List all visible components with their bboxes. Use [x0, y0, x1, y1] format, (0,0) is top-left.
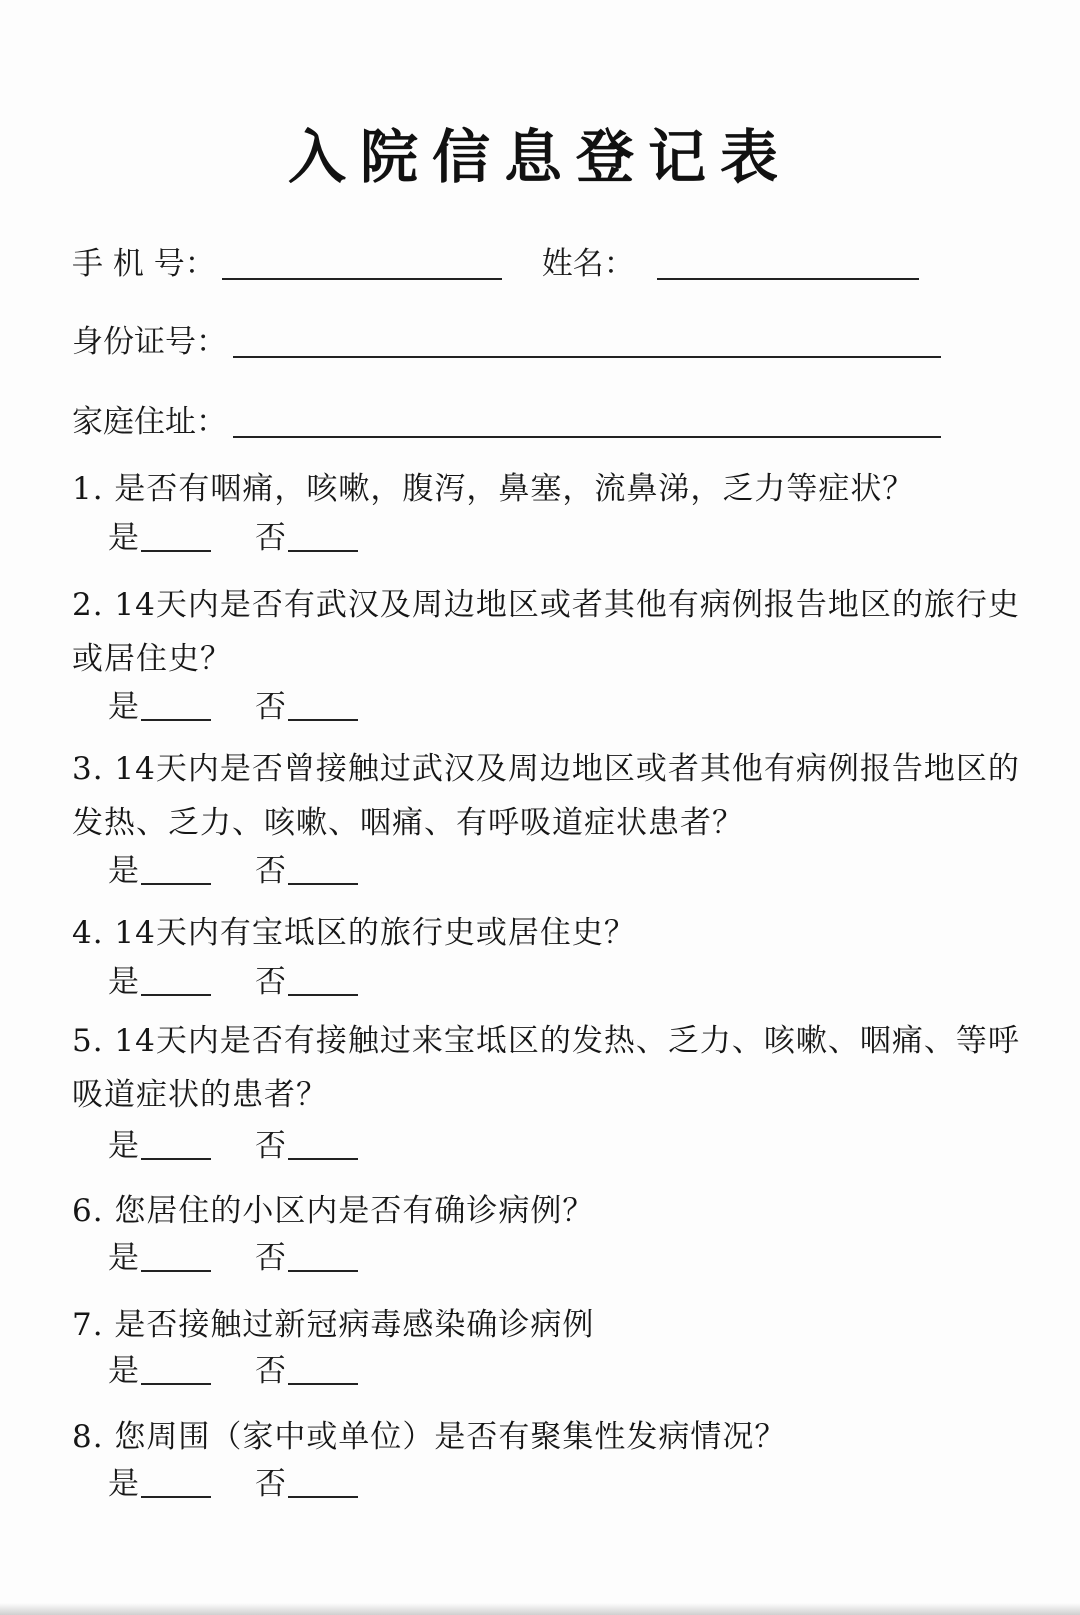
- yes-label: 是: [108, 1466, 139, 1502]
- yes-blank[interactable]: [141, 1383, 211, 1385]
- no-label: 否: [255, 1128, 286, 1164]
- yes-option-7[interactable]: [108, 1351, 211, 1391]
- yes-option-1[interactable]: [108, 518, 211, 558]
- yes-label: 是: [108, 853, 139, 889]
- no-option-3[interactable]: [255, 851, 358, 891]
- yes-label: 是: [108, 689, 139, 725]
- no-blank[interactable]: [288, 1383, 358, 1385]
- answer-row-5: [108, 1116, 358, 1166]
- no-option-7[interactable]: [255, 1351, 358, 1391]
- yes-label: 是: [108, 1128, 139, 1164]
- question-7: 7. 是否接触过新冠病毒感染确诊病例: [72, 1307, 595, 1343]
- name-label: 姓名：: [541, 246, 635, 282]
- no-blank[interactable]: [288, 719, 358, 721]
- question-2: 2. 14天内是否有武汉及周边地区或者其他有病例报告地区的旅行史或居住史？: [72, 587, 1020, 677]
- yes-blank[interactable]: [141, 550, 211, 552]
- answer-row-7: [108, 1341, 358, 1391]
- question-5: 5. 14天内是否有接触过来宝坻区的发热、乏力、咳嗽、咽痛、等呼吸道症状的患者？: [72, 1023, 1020, 1113]
- yes-option-4[interactable]: [108, 962, 211, 1002]
- paper-bottom-edge: [0, 1603, 1080, 1615]
- address-field[interactable]: [233, 406, 941, 438]
- no-label: 否: [255, 1466, 286, 1502]
- phone-field[interactable]: [222, 248, 502, 280]
- yes-label: 是: [108, 520, 139, 556]
- yes-blank[interactable]: [141, 1158, 211, 1160]
- no-option-5[interactable]: [255, 1126, 358, 1166]
- yes-option-8[interactable]: [108, 1464, 211, 1504]
- no-label: 否: [255, 689, 286, 725]
- yes-blank[interactable]: [141, 1496, 211, 1498]
- yes-label: 是: [108, 964, 139, 1000]
- no-label: 否: [255, 964, 286, 1000]
- address-label: 家庭住址：: [72, 404, 227, 440]
- page-title: 入院信息登记表: [287, 123, 792, 191]
- answer-row-2: [108, 677, 358, 727]
- answer-row-8: [108, 1454, 358, 1504]
- no-option-4[interactable]: [255, 962, 358, 1002]
- no-label: 否: [255, 1353, 286, 1389]
- name-field[interactable]: [657, 248, 919, 280]
- question-4: 4. 14天内有宝坻区的旅行史或居住史？: [72, 915, 636, 951]
- yes-option-2[interactable]: [108, 687, 211, 727]
- yes-blank[interactable]: [141, 1270, 211, 1272]
- answer-row-3: [108, 841, 358, 891]
- id-label: 身份证号：: [72, 324, 227, 360]
- yes-option-5[interactable]: [108, 1126, 211, 1166]
- yes-option-3[interactable]: [108, 851, 211, 891]
- id-number-field[interactable]: [233, 326, 941, 358]
- no-blank[interactable]: [288, 1270, 358, 1272]
- no-label: 否: [255, 1240, 286, 1276]
- no-option-8[interactable]: [255, 1464, 358, 1504]
- phone-label: 手 机 号：: [72, 246, 216, 282]
- no-option-1[interactable]: [255, 518, 358, 558]
- answer-row-4: [108, 952, 358, 1002]
- no-blank[interactable]: [288, 550, 358, 552]
- address-row: [72, 396, 941, 442]
- yes-label: 是: [108, 1240, 139, 1276]
- id-row: [72, 316, 941, 362]
- yes-label: 是: [108, 1353, 139, 1389]
- yes-option-6[interactable]: [108, 1238, 211, 1278]
- question-6: 6. 您居住的小区内是否有确诊病例？: [72, 1193, 595, 1229]
- answer-row-1: [108, 508, 358, 558]
- no-option-2[interactable]: [255, 687, 358, 727]
- yes-blank[interactable]: [141, 719, 211, 721]
- question-3: 3. 14天内是否曾接触过武汉及周边地区或者其他有病例报告地区的发热、乏力、咳嗽、咽痛、有呼吸道症状患者？: [72, 751, 1020, 841]
- no-option-6[interactable]: [255, 1238, 358, 1278]
- phone-name-row: [72, 238, 919, 284]
- yes-blank[interactable]: [141, 883, 211, 885]
- yes-blank[interactable]: [141, 994, 211, 996]
- no-blank[interactable]: [288, 994, 358, 996]
- no-blank[interactable]: [288, 1158, 358, 1160]
- no-label: 否: [255, 520, 286, 556]
- question-8: 8. 您周围（家中或单位）是否有聚集性发病情况？: [72, 1419, 787, 1455]
- answer-row-6: [108, 1228, 358, 1278]
- question-1: 1. 是否有咽痛，咳嗽，腹泻，鼻塞，流鼻涕，乏力等症状？: [72, 471, 915, 507]
- no-blank[interactable]: [288, 883, 358, 885]
- no-label: 否: [255, 853, 286, 889]
- no-blank[interactable]: [288, 1496, 358, 1498]
